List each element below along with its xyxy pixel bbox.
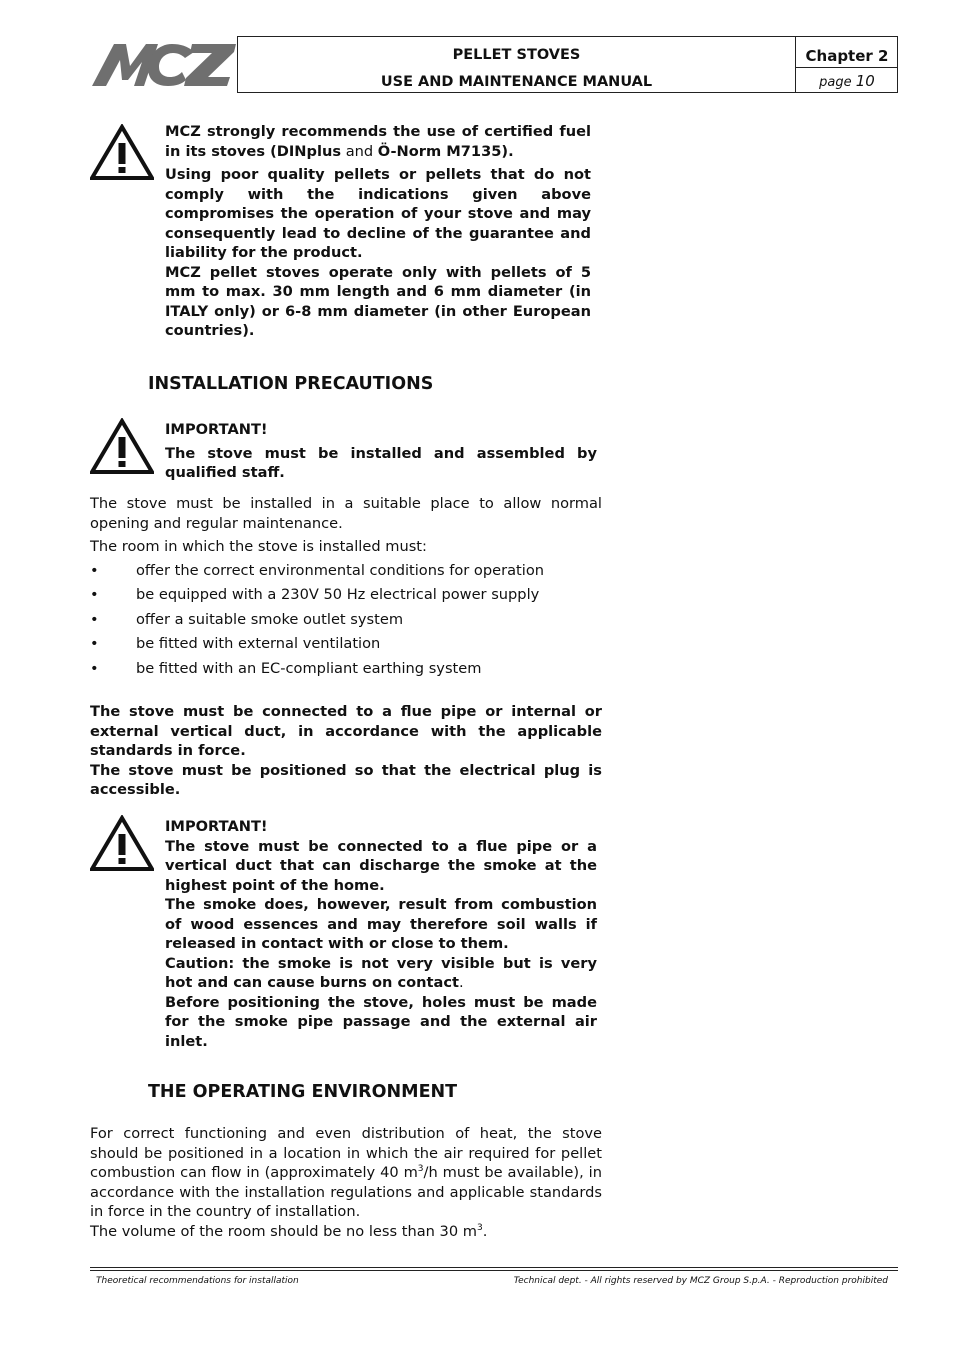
list-item: • be fitted with an EC-compliant earthing system [90, 659, 482, 677]
footer-left-text: Theoretical recommendations for installation [96, 1276, 299, 1286]
flue-connection-text [90, 702, 602, 800]
header-table [237, 36, 898, 93]
header-title-cell [238, 37, 796, 92]
qualified-staff-note: The stove must be installed and assembled by qualified staff. [165, 444, 597, 481]
smoke-discharge-note: The stove must be connected to a flue pipe or a vertical duct that can discharge the smoke at the highest point of the home. [165, 837, 597, 894]
header-title-line2: USE AND MAINTENANCE MANUAL [380, 74, 653, 90]
certified-fuel-note: MCZ strongly recommends the use of certified fuel in its stoves (DINplus and Ö-Norm M7135). [165, 123, 591, 160]
mcz-logo [92, 40, 236, 86]
section-heading-installation: INSTALLATION PRECAUTIONS [148, 374, 434, 394]
warning-triangle-icon [90, 124, 154, 180]
list-item: • be equipped with a 230V 50 Hz electrical power supply [90, 586, 540, 604]
chapter-label: Chapter 2 [796, 37, 898, 68]
footer-divider [90, 1267, 898, 1268]
air-flow-requirement: For correct functioning and even distribution of heat, the stove should be positioned in a location in which the air required for pellet combustion can flow in (approximately 40 $m^3/h$ must be available), in accordance with the installation regulations and applicable standards in force in the country of installation. [90, 1125, 602, 1220]
header-title-line1: PELLET STOVES [452, 47, 581, 63]
flue-pipe-requirement: The stove must be connected to a flue pipe or internal or external vertical duct, in accordance with the applicable standards in force. [90, 703, 602, 759]
warning-triangle-icon [90, 418, 154, 474]
pellet-size-note: MCZ pellet stoves operate only with pellets of 5 mm to max. 30 mm length and 6 mm diameter (in ITALY only) or 6-8 mm diameter (in other European countries). [165, 263, 591, 339]
important-label: IMPORTANT! [165, 818, 268, 835]
installation-place-text: The stove must be installed in a suitable place to allow normal opening and regular maintenance. [90, 495, 602, 532]
smoke-caution-note: Caution: the smoke is not very visible but is very hot and can cause burns on contact. [165, 954, 597, 991]
section-heading-operating-environment: THE OPERATING ENVIRONMENT [148, 1082, 458, 1102]
electrical-plug-requirement: The stove must be positioned so that the electrical plug is accessible. [90, 761, 602, 798]
warning2-text [165, 420, 597, 483]
header-chapter-cell [796, 37, 898, 92]
room-volume-requirement: The volume of the room should be no less than 30 $m^3$. [90, 1222, 488, 1240]
warning-triangle-icon [90, 815, 154, 871]
poor-quality-warning: Using poor quality pellets or pellets that do not comply with the indications given above compromises the operation of your stove and may consequently lead to decline of the guarantee and liability for the product. [165, 166, 591, 261]
holes-note: Before positioning the stove, holes must be made for the smoke pipe passage and the external air inlet. [165, 993, 597, 1050]
operating-environment-text [90, 1124, 602, 1241]
list-item: • be fitted with external ventilation [90, 635, 381, 653]
warning3-text [165, 817, 597, 1051]
page-number: page 10 [819, 72, 875, 90]
room-requirements-list [90, 561, 610, 683]
footer-divider [90, 1270, 898, 1271]
list-item: • offer the correct environmental conditions for operation [90, 562, 544, 579]
footer-right-text: Technical dept. - All rights reserved by MCZ Group S.p.A. - Reproduction prohibited [513, 1276, 888, 1286]
room-requirements-intro: The room in which the stove is installed must: [90, 538, 427, 555]
smoke-soil-note: The smoke does, however, result from combustion of wood essences and may therefore soil walls if released in contact with or close to them. [165, 896, 597, 952]
list-item: • offer a suitable smoke outlet system [90, 610, 404, 628]
important-label: IMPORTANT! [165, 421, 268, 438]
warning1-text [165, 122, 591, 341]
